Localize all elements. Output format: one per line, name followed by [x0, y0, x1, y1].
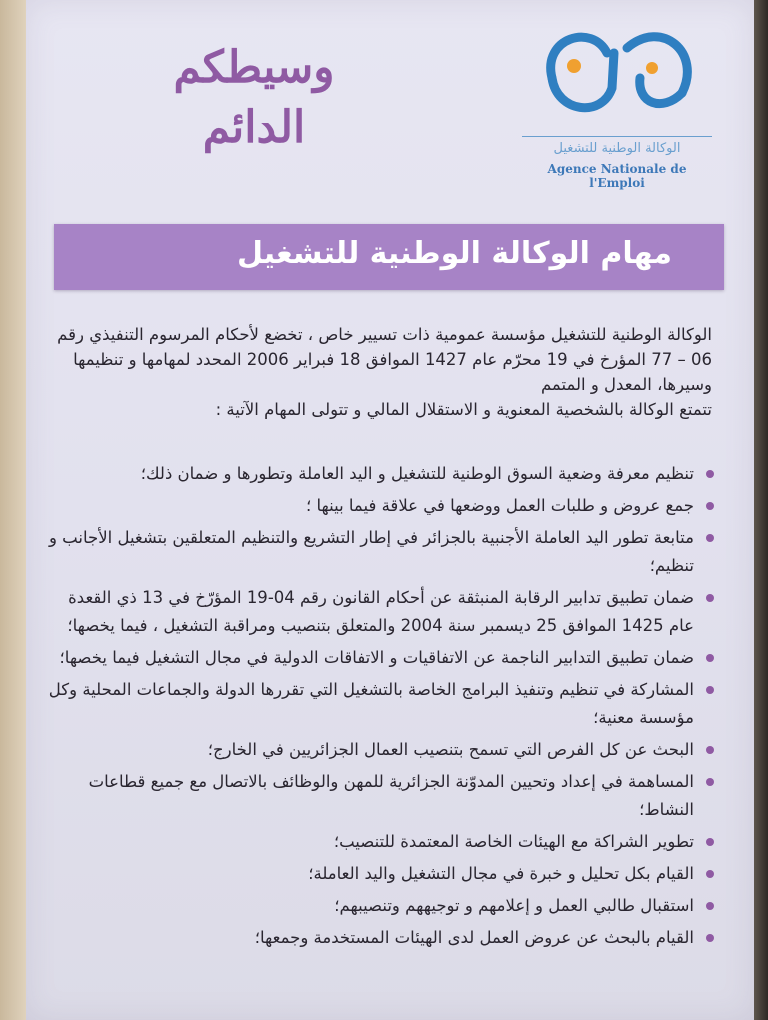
bullet-icon	[706, 838, 714, 846]
task-text: تطوير الشراكة مع الهيئات الخاصة المعتمدة للتنصيب؛	[333, 832, 694, 851]
task-text: ضمان تطبيق تدابير الرقابة المنبثقة عن أحكام القانون رقم 04-19 المؤرّخ في 13 ذي القعدة عام 1425 الموافق 25 ديسمبر سنة 2004 والمتعلق بتنصيب ومراقبة التشغيل ، فيما يخصها؛	[67, 588, 694, 635]
intro-paragraph: الوكالة الوطنية للتشغيل مؤسسة عمومية ذات تسيير خاص ، تخضع لأحكام المرسوم التنفيذي رقم 06 – 77 المؤرخ في 19 محرّم عام 1427 الموافق 18 فبراير 2006 المحدد لمهامها و تنظيمها وسيرها، المعدل و المتمم	[57, 325, 712, 394]
bullet-icon	[706, 934, 714, 942]
bullet-icon	[706, 778, 714, 786]
slogan-line1: وسيطكم	[173, 42, 335, 93]
bullet-icon	[706, 870, 714, 878]
tasks-list	[42, 460, 718, 956]
task-text: القيام بكل تحليل و خبرة في مجال التشغيل واليد العاملة؛	[308, 864, 694, 883]
slogan-line2: الدائم	[202, 102, 306, 153]
bullet-icon	[706, 686, 714, 694]
bullet-icon	[706, 746, 714, 754]
task-item	[42, 768, 718, 824]
task-item	[42, 644, 718, 672]
flyer-page	[26, 0, 754, 1020]
task-item	[42, 828, 718, 856]
task-item	[42, 460, 718, 488]
task-item	[42, 676, 718, 732]
intro-text	[50, 322, 712, 422]
task-text: متابعة تطور اليد العاملة الأجنبية بالجزائر في إطار التشريع والتنظيم المتعلقين بتشغيل الأجانب و تنظيم؛	[48, 528, 694, 575]
bullet-icon	[706, 534, 714, 542]
bullet-icon	[706, 654, 714, 662]
task-text: المساهمة في إعداد وتحيين المدوّنة الجزائرية للمهن والوظائف بالاتصال مع جميع قطاعات النشاط؛	[88, 772, 694, 819]
task-item	[42, 860, 718, 888]
banner-title: مهام الوكالة الوطنية للتشغيل	[236, 236, 672, 271]
bullet-icon	[706, 502, 714, 510]
task-text: جمع عروض و طلبات العمل ووضعها في علاقة فيما بينها ؛	[305, 496, 694, 515]
agency-name-french: Agence Nationale de l'Emploi	[547, 162, 687, 190]
task-text: ضمان تطبيق التدابير الناجمة عن الاتفاقيات و الاتفاقات الدولية في مجال التشغيل فيما يخصها؛	[59, 648, 694, 667]
task-item	[42, 736, 718, 764]
task-item	[42, 924, 718, 952]
task-item	[42, 584, 718, 640]
task-text: القيام بالبحث عن عروض العمل لدى الهيئات المستخدمة وجمعها؛	[254, 928, 694, 947]
agency-logo	[522, 18, 712, 190]
agency-name-arabic: الوكالة الوطنية للتشغيل	[522, 136, 712, 156]
bullet-icon	[706, 594, 714, 602]
task-item	[42, 892, 718, 920]
task-item	[42, 492, 718, 520]
task-text: استقبال طالبي العمل و إعلامهم و توجيههم وتنصيبهم؛	[334, 896, 694, 915]
task-text: تنظيم معرفة وضعية السوق الوطنية للتشغيل و اليد العاملة وتطورها و ضمان ذلك؛	[140, 464, 694, 483]
intro-paragraph: تتمتع الوكالة بالشخصية المعنوية و الاستقلال المالي و تتولى المهام الآتية :	[215, 400, 712, 419]
bullet-icon	[706, 902, 714, 910]
agency-logo-icon	[532, 18, 702, 133]
slogan	[104, 38, 404, 158]
bullet-icon	[706, 470, 714, 478]
task-text: المشاركة في تنظيم وتنفيذ البرامج الخاصة بالتشغيل التي تقررها الدولة والجماعات المحلية وكل مؤسسة معنية؛	[48, 680, 694, 727]
task-item	[42, 524, 718, 580]
task-text: البحث عن كل الفرص التي تسمح بتنصيب العمال الجزائريين في الخارج؛	[207, 740, 694, 759]
title-banner	[54, 224, 724, 290]
